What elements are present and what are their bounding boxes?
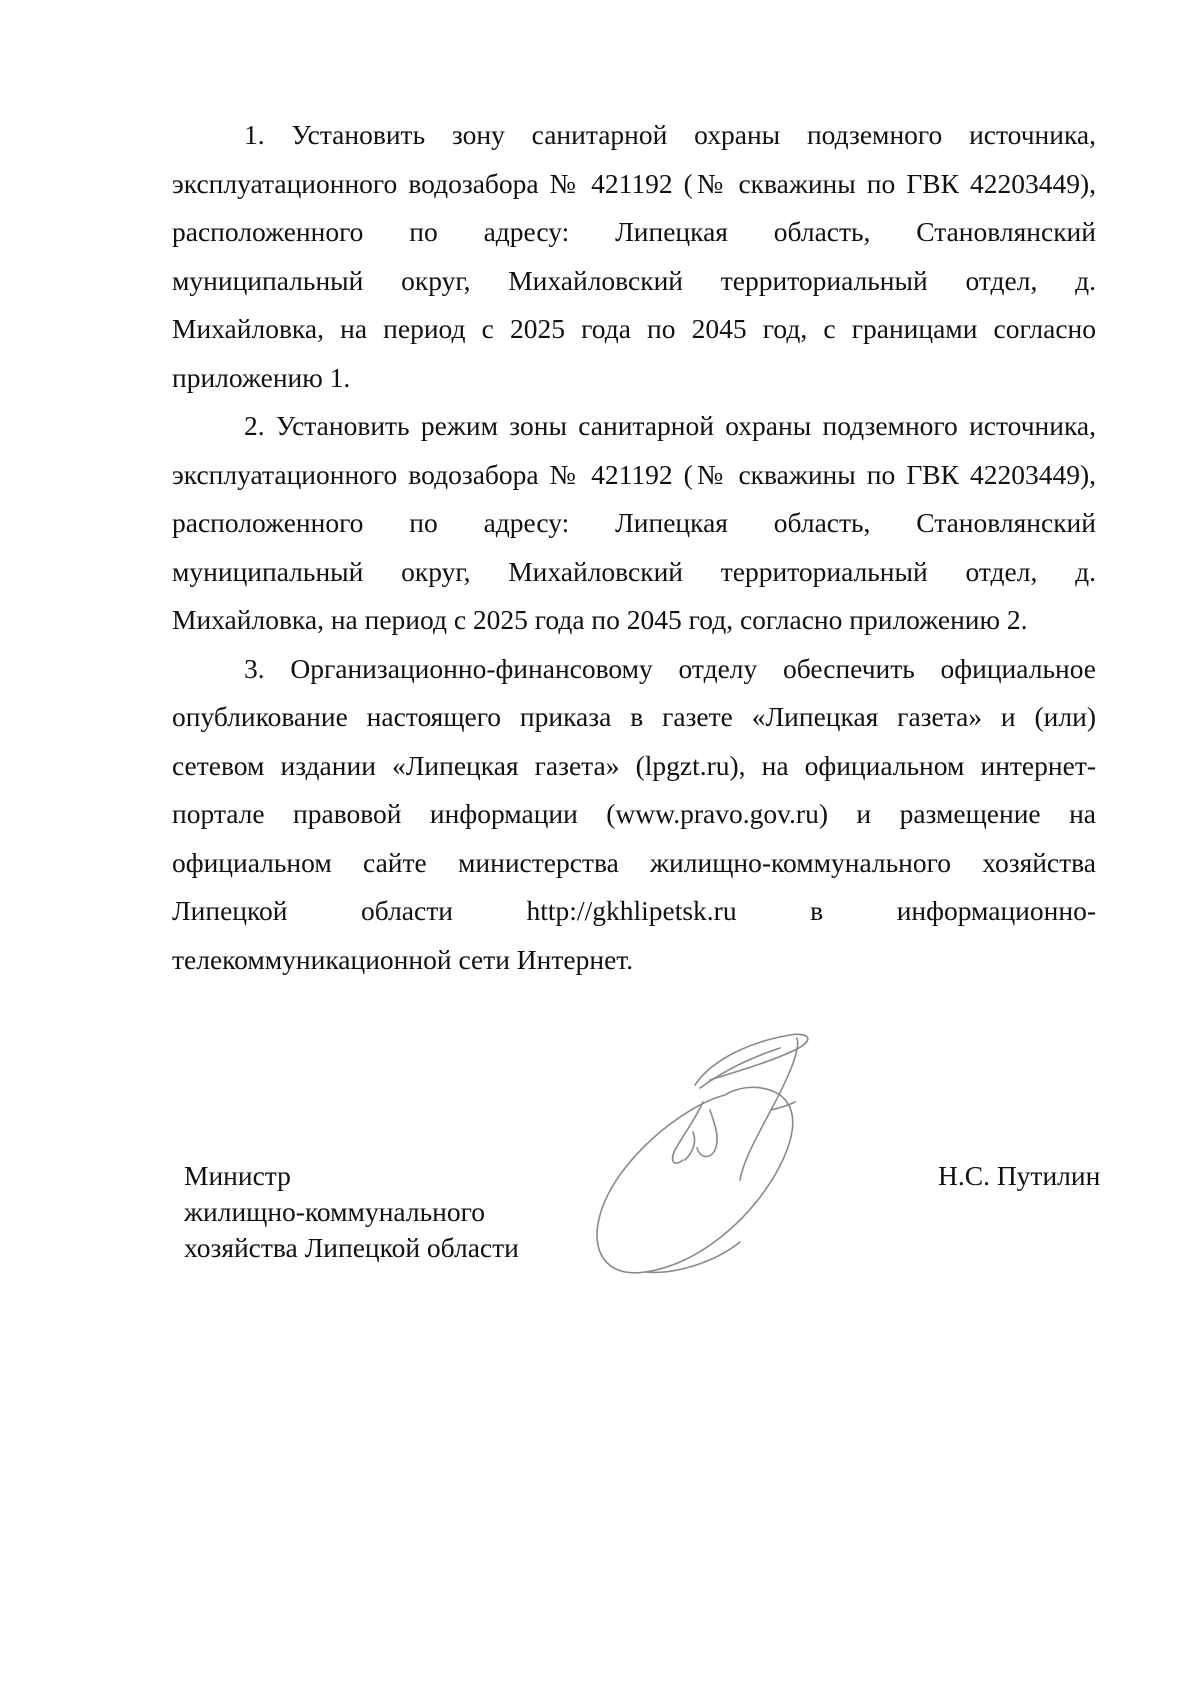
signer-position — [184, 1158, 519, 1266]
paragraph-3: 3. Организационно-финансовому отделу обеспечить официальное опубликование настоящего приказа в газете «Липецкая газета» и (или) сетевом издании «Липецкая газета» (lpgzt.ru), на официальном интернет-портале правовой информации (www.pravo.gov.ru) и размещение на официальном сайте министерства жилищно-коммунального хозяйства Липецкой области http://gkhlipetsk.ru в информационно-телекоммуникационной сети Интернет. — [172, 652, 1096, 975]
document-body — [172, 111, 1096, 984]
signer-position-line-1: Министр — [184, 1160, 291, 1191]
paragraph-1: 1. Установить зону санитарной охраны подземного источника, эксплуатационного водозабора № 421192 (№ скважины по ГВК 42203449), расположенного по адресу: Липецкая область, Становлянский муниципальный округ, Михайловский территориальный отдел, д. Михайловка, на период с 2025 года по 2045 год, с границами согласно приложению 1. — [172, 119, 1096, 393]
signer-position-line-2: жилищно-коммунального — [184, 1196, 485, 1227]
signer-position-line-3: хозяйства Липецкой области — [184, 1232, 519, 1263]
paragraph-2: 2. Установить режим зоны санитарной охраны подземного источника, эксплуатационного водозабора № 421192 (№ скважины по ГВК 42203449), расположенного по адресу: Липецкая область, Становлянский муниципальный округ, Михайловский территориальный отдел, д. Михайловка, на период с 2025 года по 2045 год, согласно приложению 2. — [172, 410, 1096, 635]
signer-name: Н.С. Путилин — [938, 1160, 1101, 1191]
handwritten-signature-icon — [575, 1010, 895, 1290]
